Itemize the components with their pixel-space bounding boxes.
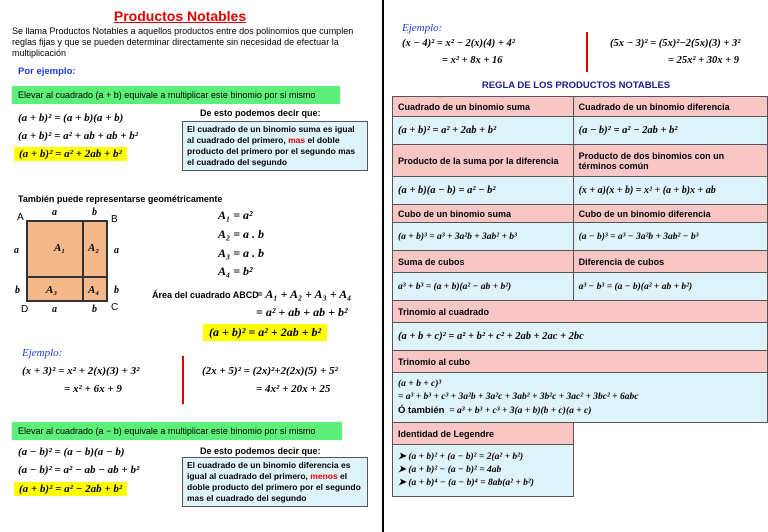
rule-prod-suma-dif-formula: (a + b)(a − b) = a² − b² <box>393 177 574 205</box>
area-line-1: A₁ = a² <box>218 208 253 222</box>
suma-banner: Elevar al cuadrado (a + b) equivale a multiplicar este binomio por si mismo <box>12 86 340 104</box>
right-ex2-line2: = 25x² + 30x + 9 <box>668 55 739 66</box>
bottom-b: b <box>92 304 97 315</box>
intro-paragraph: Se llama Productos Notables a aquellos productos entre dos polinomios que cumplen reglas fijas y que se pueden determinar directamente sin necesidad de efectuar la multiplicación <box>12 26 354 58</box>
rule-suma-cubos-heading: Suma de cubos <box>393 251 574 273</box>
label-a3: A₃ <box>46 284 58 296</box>
legendre-item-3: ➤ (a + b)⁴ − (a − b)⁴ = 8ab(a² + b²) <box>398 478 534 488</box>
column-divider <box>382 0 384 532</box>
resta-eq-1: (a − b)² = (a − b)(a − b) <box>18 446 125 458</box>
right-ejemplo-label: Ejemplo: <box>402 22 443 34</box>
suma-eq-1: (a + b)² = (a + b)(a + b) <box>18 112 124 124</box>
rules-title: REGLA DE LOS PRODUCTOS NOTABLES <box>481 80 671 91</box>
legendre-item-1: ➤ (a + b)² + (a − b)² = 2(a² + b²) <box>398 452 524 462</box>
rule-trin-cuad-formula: (a + b + c)² = a² + b² + c² + 2ab + 2ac + 2bc <box>393 323 768 351</box>
bottom-a: a <box>52 304 57 315</box>
rule-prod-suma-dif-heading: Producto de la suma por la diferencia <box>393 145 574 177</box>
vertex-a: A <box>17 212 24 223</box>
right-ex1-line1: (x − 4)² = x² − 2(x)(4) + 4² <box>402 38 515 49</box>
vertex-d: D <box>21 304 29 315</box>
rule-cuad-suma-formula: (a + b)² = a² + 2ab + b² <box>393 117 574 145</box>
left-ex1-line1: (x + 3)² = x² + 2(x)(3) + 3² <box>22 365 140 377</box>
right-example-divider <box>586 32 588 72</box>
left-ex2-line1: (2x + 5)² = (2x)²+2(2x)(5) + 5² <box>202 365 338 377</box>
area-line-3: A₃ = a . b <box>218 246 265 260</box>
left-ejemplo-label: Ejemplo: <box>22 347 63 359</box>
rule-prod-comun-formula: (x + a)(x + b) = x² + (a + b)x + ab <box>573 177 767 205</box>
vertex-c: C <box>111 302 119 313</box>
suma-info-box: El cuadrado de un binomio suma es igual al cuadrado del primero, mas el doble producto del primero por el segundo mas el cuadrado del segundo <box>182 121 368 171</box>
right-b: b <box>114 285 119 296</box>
rule-cubo-dif-formula: (a − b)³ = a³ − 3a²b + 3ab² − b³ <box>573 223 767 251</box>
label-a1: A₁ <box>54 242 66 254</box>
rule-cubo-dif-heading: Cubo de un binomio diferencia <box>573 205 767 223</box>
right-ex2-line1: (5x − 3)² = (5x)²−2(5x)(3) + 3² <box>610 38 741 49</box>
right-ex1-line2: = x² + 8x + 16 <box>442 55 503 66</box>
rule-prod-comun-heading: Producto de dos binomios con un términos común <box>573 145 767 177</box>
resta-info-box: El cuadrado de un binomio diferencia es igual al cuadrado del primero, menos el doble producto del primero por el segundo mas el cuadrado del segundo <box>182 457 368 507</box>
keyword-mas: mas <box>288 135 306 145</box>
top-b: b <box>92 207 97 218</box>
area-label: Área del cuadrado ABCD <box>152 290 259 300</box>
label-a2: A₂ <box>88 242 100 254</box>
decir-heading-1: De esto podemos decir que: <box>200 108 321 118</box>
legendre-item-2: ➤ (a + b)² − (a − b)² = 4ab <box>398 465 502 475</box>
rule-cubo-suma-heading: Cubo de un binomio suma <box>393 205 574 223</box>
rule-cuad-dif-formula: (a − b)² = a² − 2ab + b² <box>573 117 767 145</box>
suma-eq-2: (a + b)² = a² + ab + ab + b² <box>18 130 139 142</box>
resta-banner: Elevar al cuadrado (a − b) equivale a multiplicar este binomio por si mismo <box>12 422 342 440</box>
area-eq-1: = A₁ + A₂ + A₃ + A₄ <box>256 287 352 301</box>
left-ex1-line2: = x² + 6x + 9 <box>64 383 122 395</box>
rule-dif-cubos-formula: a³ − b³ = (a − b)(a² + ab + b²) <box>573 273 767 301</box>
left-ex2-line2: = 4x² + 20x + 25 <box>256 383 331 395</box>
rule-legendre-heading: Identidad de Legendre <box>393 423 574 445</box>
suma-eq-3: (a + b)² = a² + 2ab + b² <box>14 147 127 161</box>
rule-dif-cubos-heading: Diferencia de cubos <box>573 251 767 273</box>
area-line-2: A₂ = a . b <box>218 227 265 241</box>
rule-trin-cuad-heading: Trinomio al cuadrado <box>393 301 768 323</box>
left-b: b <box>15 285 20 296</box>
area-eq-2: = a² + ab + ab + b² <box>256 305 348 319</box>
label-a4: A₄ <box>88 284 100 296</box>
rule-cubo-suma-formula: (a + b)³ = a³ + 3a²b + 3ab² + b³ <box>393 223 574 251</box>
resta-eq-2: (a − b)² = a² − ab − ab + b² <box>18 464 140 476</box>
area-line-4: A₄ = b² <box>218 264 253 278</box>
rule-cuad-suma-heading: Cuadrado de un binomio suma <box>393 97 574 117</box>
rule-cuad-dif-heading: Cuadrado de un binomio diferencia <box>573 97 767 117</box>
page-title: Productos Notables <box>113 8 247 24</box>
rule-legendre-formulas <box>393 445 574 497</box>
decir-heading-2: De esto podemos decir que: <box>200 446 321 456</box>
keyword-menos: menos <box>310 471 338 481</box>
geo-heading: También puede representarse geométricamente <box>18 194 223 204</box>
left-example-divider <box>182 356 184 404</box>
area-eq-3: (a + b)² = a² + 2ab + b² <box>203 324 327 341</box>
rule-trin-cubo-formula: (a + b + c)³ = a³ + b³ + c³ + 3a²b + 3a²c + 3ab² + 3b²c + 3ac² + 3bc² + 6abc Ó también = a³ + b³ + c³ + 3(a + b)(b + c)(a + c) <box>393 373 768 423</box>
vertex-b: B <box>111 214 118 225</box>
resta-eq-3: (a + b)² = a² − 2ab + b² <box>14 482 127 496</box>
rule-suma-cubos-formula: a³ + b³ = (a + b)(a² − ab + b²) <box>393 273 574 301</box>
rule-trin-cubo-heading: Trinomio al cubo <box>393 351 768 373</box>
right-a: a <box>114 245 119 256</box>
por-ejemplo-label: Por ejemplo: <box>18 66 76 77</box>
top-a: a <box>52 207 57 218</box>
left-a: a <box>14 245 19 256</box>
rules-table <box>392 96 768 497</box>
